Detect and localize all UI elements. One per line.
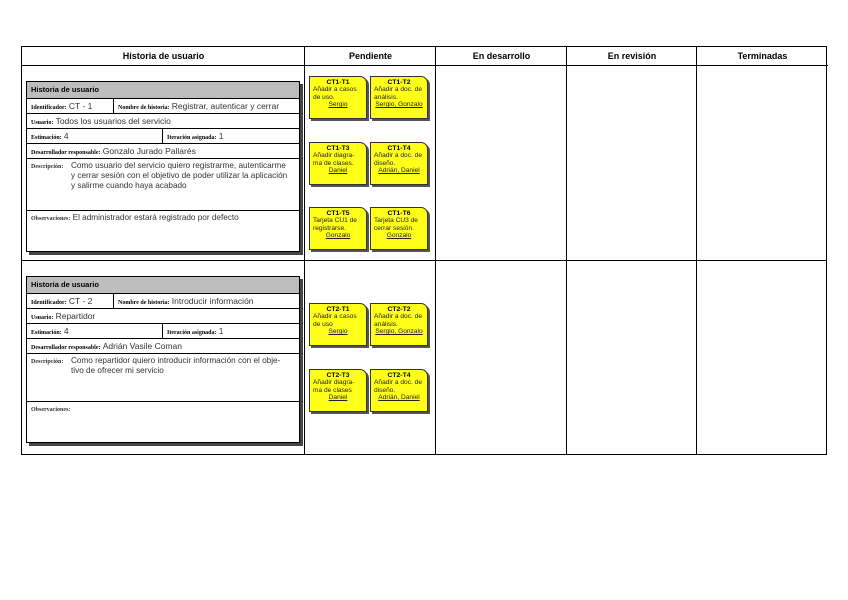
user-story-card-1: [26, 81, 300, 252]
story-user-row: [27, 309, 299, 324]
developer-label: Desarrollador responsable:: [31, 150, 101, 156]
task-assignee: Gonzalo: [386, 232, 412, 240]
task-text: Añadir a doc. de: [374, 152, 423, 160]
task-text: Añadir a casos: [313, 313, 357, 321]
story-user: Repartidor: [55, 311, 96, 321]
task-text: de uso: [313, 320, 333, 328]
id-label: Identificador:: [31, 300, 67, 306]
task-assignee: Sergio, Gonzalo: [375, 101, 423, 109]
story-user-row: [27, 114, 299, 129]
column-divider: [435, 47, 436, 454]
story-iteration: 1: [218, 326, 224, 336]
user-label: Usuario:: [31, 315, 54, 321]
column-divider: [304, 47, 305, 454]
task-assignee: Daniel: [328, 394, 348, 402]
story-developer: Adrián Vasile Coman: [102, 341, 182, 351]
description-label: Descripción:: [31, 359, 64, 365]
task-id: CT1-T5: [326, 210, 350, 217]
story-id-row: [27, 294, 299, 309]
column-divider: [696, 47, 697, 454]
name-label: Nombre de historia:: [118, 105, 170, 111]
story-name: Introducir información: [171, 296, 254, 306]
task-card-ct2-t4[interactable]: [370, 369, 428, 412]
description-label: Descripción:: [31, 164, 64, 170]
story-user: Todos los usuarios del servicio: [55, 116, 171, 126]
task-text: Tarjeta CU3 de: [374, 217, 418, 225]
task-id: CT2-T2: [387, 306, 411, 313]
column-header-en-desarrollo: En desarrollo: [436, 47, 567, 66]
task-assignee: Daniel: [328, 167, 348, 175]
kanban-board: [21, 46, 827, 455]
task-id: CT1-T1: [326, 79, 350, 86]
task-card-ct2-t3[interactable]: [309, 369, 367, 412]
task-id: CT2-T1: [326, 306, 350, 313]
task-assignee: Sergio, Gonzalo: [375, 328, 423, 336]
task-id: CT1-T6: [387, 210, 411, 217]
name-label: Nombre de historia:: [118, 300, 170, 306]
task-text: registrarse.: [313, 224, 346, 232]
task-text: Tarjeta CU1 de: [313, 217, 357, 225]
id-label: Identificador:: [31, 105, 67, 111]
description-line: tivo de ofrecer mi servicio: [71, 366, 164, 375]
task-card-ct1-t5[interactable]: [309, 207, 367, 250]
task-text: Añadir diagra-: [313, 152, 355, 160]
story-name-cell: [113, 294, 254, 308]
task-assignee: Sergio: [328, 101, 348, 109]
task-text: cerrar sesión.: [374, 224, 414, 232]
story-name: Registrar, autenticar y cerrar: [171, 101, 280, 111]
task-assignee: Adrián, Daniel: [378, 394, 420, 402]
story-description: [27, 159, 299, 211]
task-card-ct1-t3[interactable]: [309, 142, 367, 185]
story-developer: Gonzalo Jurado Pallarés: [102, 146, 196, 156]
task-text: Añadir a doc. de: [374, 86, 423, 94]
task-card-ct2-t1[interactable]: [309, 303, 367, 346]
estimate-label: Estimación:: [31, 135, 62, 141]
iteration-label: Iteración asignada:: [167, 330, 217, 336]
iteration-label: Iteración asignada:: [167, 135, 217, 141]
row-divider: [22, 260, 826, 261]
description-line: y salirme cuando haya acabado: [71, 181, 187, 190]
task-id: CT1-T2: [387, 79, 411, 86]
estimate-label: Estimación:: [31, 330, 62, 336]
task-id: CT1-T3: [326, 145, 350, 152]
task-id: CT1-T4: [387, 145, 411, 152]
task-card-ct1-t1[interactable]: [309, 76, 367, 119]
task-card-ct1-t2[interactable]: [370, 76, 428, 119]
user-story-card-2: [26, 276, 300, 443]
description-line: Como usuario del servicio quiero registrarme, autenticarme: [71, 161, 286, 170]
story-observations: [27, 402, 299, 442]
task-text: Añadir a doc. de: [374, 379, 423, 387]
developer-label: Desarrollador responsable:: [31, 345, 101, 351]
story-estimate: 4: [63, 131, 69, 141]
column-divider: [566, 47, 567, 454]
story-id: CT - 1: [68, 101, 93, 111]
task-text: ma de clases.: [313, 159, 354, 167]
observations-label: Observaciones:: [31, 216, 71, 222]
observations-label: Observaciones:: [31, 407, 71, 413]
story-header: Historia de usuario: [27, 82, 299, 99]
task-text: Añadir a doc. de: [374, 313, 423, 321]
observations-text: El administrador estará registrado por defecto: [72, 213, 239, 222]
task-card-ct1-t4[interactable]: [370, 142, 428, 185]
user-label: Usuario:: [31, 120, 54, 126]
story-developer-row: [27, 339, 299, 354]
task-card-ct1-t6[interactable]: [370, 207, 428, 250]
story-iteration: 1: [218, 131, 224, 141]
task-assignee: Sergio: [328, 328, 348, 336]
description-line: Como repartidor quiero introducir información con el obje-: [71, 356, 281, 365]
story-estimate-row: [27, 324, 299, 339]
story-header: Historia de usuario: [27, 277, 299, 294]
story-id-row: [27, 99, 299, 114]
story-developer-row: [27, 144, 299, 159]
task-text: diseño.: [374, 386, 396, 394]
task-id: CT2-T3: [326, 372, 350, 379]
column-header-terminadas: Terminadas: [697, 47, 828, 66]
task-assignee: Gonzalo: [325, 232, 351, 240]
column-header-pendiente: Pendiente: [305, 47, 436, 66]
task-text: Añadir diagra-: [313, 379, 355, 387]
task-text: análisis.: [374, 93, 398, 101]
story-estimate-row: [27, 129, 299, 144]
story-id: CT - 2: [68, 296, 93, 306]
description-line: y cerrar sesión con el objetivo de poder utilizar la aplicación: [71, 171, 288, 180]
task-assignee: Adrián, Daniel: [378, 167, 420, 175]
task-id: CT2-T4: [387, 372, 411, 379]
iteration-cell: [162, 129, 223, 143]
story-name-cell: [113, 99, 279, 113]
column-header-en-revision: En revisión: [567, 47, 697, 66]
task-text: Añadir a casos: [313, 86, 357, 94]
task-text: análisis.: [374, 320, 398, 328]
task-text: de uso.: [313, 93, 335, 101]
column-header-historia: Historia de usuario: [22, 47, 305, 66]
story-description: [27, 354, 299, 402]
iteration-cell: [162, 324, 223, 338]
story-observations: [27, 211, 299, 251]
task-card-ct2-t2[interactable]: [370, 303, 428, 346]
story-estimate: 4: [63, 326, 69, 336]
task-text: ma de clases: [313, 386, 352, 394]
task-text: diseño.: [374, 159, 396, 167]
